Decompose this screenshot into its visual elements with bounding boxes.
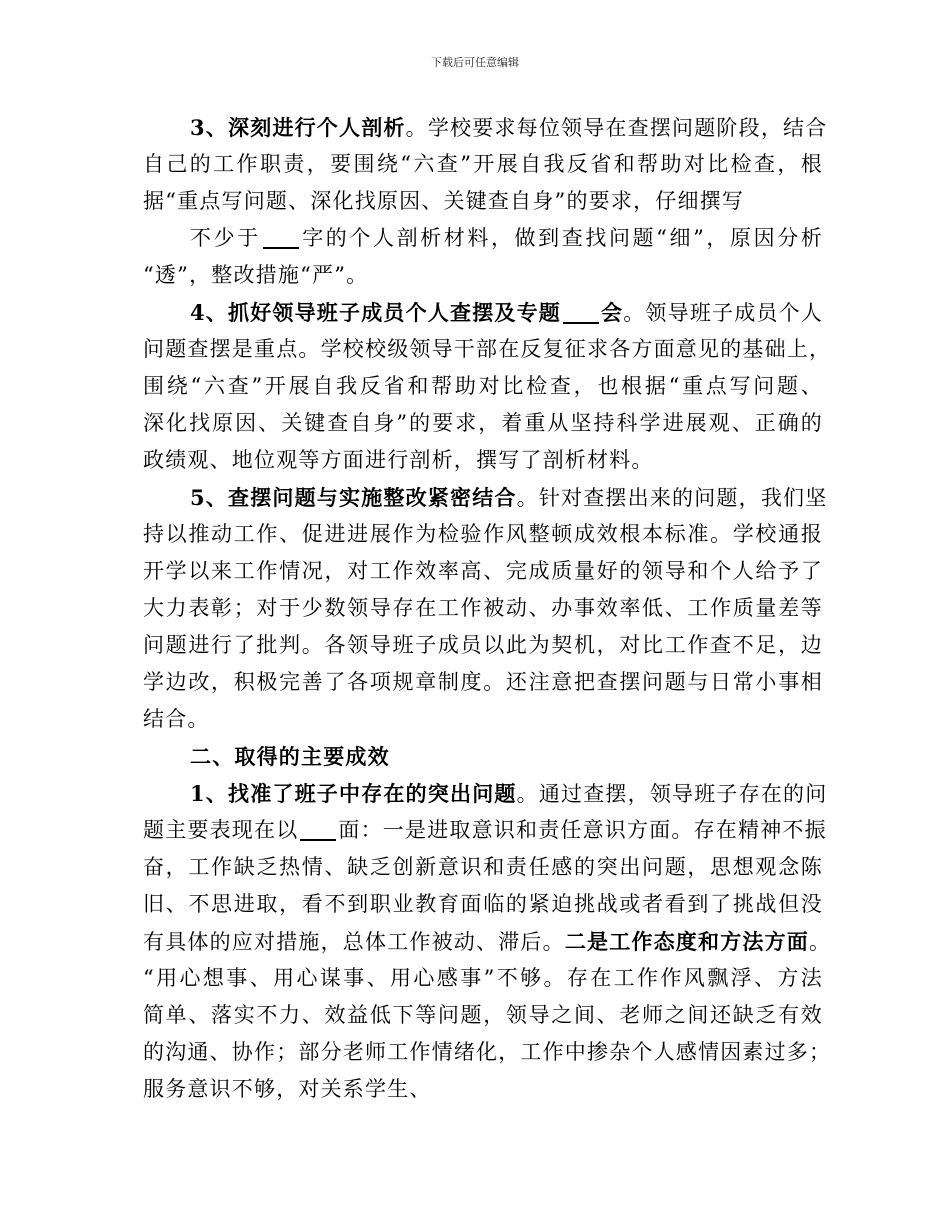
paragraph-line (190, 775, 828, 812)
paragraph-line: 学边改，积极完善了各项规章制度。还注意把查摆问题与日常小事相 (143, 670, 823, 694)
paragraph-line: 旧、不思进取，看不到职业教育面临的紧迫挑战或者看到了挑战但没 (143, 892, 823, 916)
text-run: 。通过查摆，领导班子存在的问 (516, 782, 828, 806)
paragraph-line: 奋，工作缺乏热情、缺乏创新意识和责任感的突出问题，思想观念陈 (143, 855, 823, 879)
paragraph-line: 简单、落实不力、效益低下等问题，领导之间、老师之间还缺乏有效 (143, 1003, 823, 1027)
paragraph-line: 服务意识不够，对关系学生、 (143, 1077, 432, 1101)
blank-underline (263, 225, 299, 249)
paragraph-line: 问题进行了批判。各领导班子成员以此为契机，对比工作查不足，边 (143, 633, 823, 657)
paragraph-line: 自己的工作职责，要围绕“六查”开展自我反省和帮助对比检查，根 (143, 152, 823, 176)
text-run: 字的个人剖析材料，做到查找问题“细”，原因分析 (300, 226, 823, 250)
text-run: 有具体的应对措施，总体工作被动、滞后。 (143, 930, 565, 954)
text-run: 题主要表现在以 (143, 818, 299, 842)
paragraph-line: 的沟通、协作；部分老师工作情绪化，工作中掺杂个人感情因素过多； (143, 1040, 832, 1064)
paragraph-line: 据“重点写问题、深化找原因、关键查自身”的要求，仔细撰写 (143, 189, 745, 213)
paragraph-line: 问题查摆是重点。学校校级领导干部在反复征求各方面意见的基础上， (143, 337, 832, 361)
paragraph-line (190, 220, 823, 257)
item-heading: 会 (601, 300, 624, 325)
paragraph-line: 结合。 (143, 707, 210, 731)
paragraph-line (190, 479, 828, 516)
blank-underline (563, 300, 599, 324)
paragraph-line: 持以推动工作、促进进展作为检验作风整顿成效根本标准。学校通报 (143, 522, 823, 546)
text-run: 。领导班子成员个人 (623, 301, 824, 325)
paragraph-line: 大力表彰；对于少数领导存在工作被动、办事效率低、工作质量差等 (143, 596, 823, 620)
text-run: 。针对查摆出来的问题，我们坚 (516, 486, 828, 510)
text-run: 不少于 (190, 226, 261, 250)
text-run: 。 (809, 930, 832, 954)
paragraph-line: 深化找原因、关键查自身”的要求，着重从坚持科学进展观、正确的 (143, 411, 823, 435)
paragraph-line (190, 294, 823, 331)
page-header: 下载后可任意编辑 (431, 56, 519, 69)
paragraph-line (143, 923, 832, 960)
item-heading: 1、找准了班子中存在的突出问题 (190, 781, 517, 806)
text-run: 。学校要求每位领导在查摆问题阶段，结合 (405, 116, 828, 140)
paragraph-line: 政绩观、地位观等方面进行剖析，撰写了剖析材料。 (143, 448, 654, 472)
item-heading: 3、深刻进行个人剖析 (190, 115, 406, 140)
section-heading: 二、取得的主要成效 (190, 744, 390, 769)
blank-underline (300, 817, 336, 841)
paragraph-line: “透”，整改措施“严”。 (143, 263, 369, 287)
paragraph-line: 开学以来工作情况，对工作效率高、完成质量好的领导和个人给予了 (143, 559, 823, 583)
paragraph-line (143, 812, 827, 849)
text-run: 面：一是进取意识和责任意识方面。存在精神不振 (338, 818, 827, 842)
item-heading: 二是工作态度和方法方面 (564, 929, 810, 954)
item-heading: 4、抓好领导班子成员个人查摆及专题 (190, 300, 562, 325)
paragraph-line: “用心想事、用心谋事、用心感事”不够。存在工作作风飘浮、方法 (143, 966, 823, 990)
paragraph-line: 围绕“六查”开展自我反省和帮助对比检查，也根据“重点写问题、 (143, 374, 823, 398)
paragraph-line (190, 109, 828, 146)
item-heading: 5、查摆问题与实施整改紧密结合 (190, 485, 517, 510)
